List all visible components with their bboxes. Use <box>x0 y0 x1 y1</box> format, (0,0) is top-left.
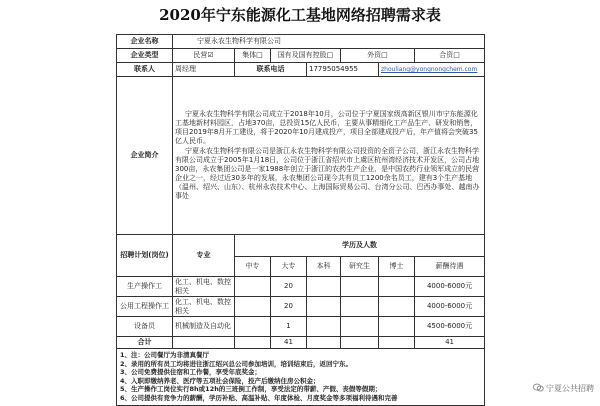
major-label: 专业 <box>173 235 235 277</box>
recruitment-table <box>116 34 484 402</box>
edu-col-dazhuan: 大专 <box>271 257 307 277</box>
position-graduate <box>341 277 379 297</box>
notes-cell <box>117 349 485 406</box>
type-option-state-owned[interactable]: 国有及国有控股□ <box>271 49 341 63</box>
position-name: 公用工程操作工 <box>117 297 173 317</box>
table-row <box>117 317 485 337</box>
total-graduate <box>341 337 379 349</box>
total-dazhuan: 41 <box>271 337 307 349</box>
position-benke <box>307 277 341 297</box>
edu-col-benke: 本科 <box>307 257 341 277</box>
company-name-label: 企业名称 <box>117 35 173 49</box>
position-salary: 4000-6000元 <box>415 277 485 297</box>
total-major <box>173 337 235 349</box>
position-graduate <box>341 317 379 337</box>
intro-paragraph-2: 宁夏永农生物科学有限公司是浙江永农生物科学有限公司投资的全资子公司，浙江永农生物科学有限公司成立于2005年1月18日，公司位于浙江省绍兴市上虞区杭州湾经济技术开发区，公司占地300亩，永农集团公司是一家1988年创立于浙江的农药生产企业，是中国农药行业领军成立的民营企业之一，经过近30多年的发展，永农集团公司现今共有员工1200余名员工，建有3个生产基地（温州、绍兴、山东）、杭州永农技术中心、上海国际贸易公司、台湾分公司、巴西办事处、越南办事处 <box>175 146 480 200</box>
intro-label: 企业简介 <box>117 77 173 235</box>
total-benke <box>307 337 341 349</box>
position-zhongzhuan <box>235 297 271 317</box>
wechat-icon <box>533 383 544 394</box>
edu-col-zhongzhuan: 中专 <box>235 257 271 277</box>
note-item: 1、注：公司餐厅为非清真餐厅 <box>120 351 210 359</box>
position-name: 生产操作工 <box>117 277 173 297</box>
table-row <box>117 297 485 317</box>
contact-label: 联系人 <box>117 63 173 77</box>
note-item: 6、公司提供有竞争力的薪酬，学历补贴、高温补贴、年度体检、月度奖金等多项福利待遇和完善 <box>120 393 398 402</box>
company-type-label: 企业类型 <box>117 49 173 63</box>
phone-label: 联系电话 <box>235 63 307 77</box>
position-graduate <box>341 297 379 317</box>
position-doctor <box>379 277 415 297</box>
note-item: 3、公司免费提供住宿和工作餐，享受年底奖金； <box>120 368 262 377</box>
note-item: 4、入职即缴纳养老、医疗等五项社会保险，投产后缴纳住房公积金； <box>120 376 320 385</box>
position-major: 机械制造及自动化 <box>173 317 235 337</box>
position-doctor <box>379 297 415 317</box>
total-label: 合计 <box>117 337 173 349</box>
table-row <box>117 277 485 297</box>
phone-value: 17795054955 <box>307 63 379 77</box>
edu-col-doctor: 博士 <box>379 257 415 277</box>
note-item: 5、生产操作工岗位实行8h或12h的三班倒工作制，享受法定的带薪、产假、丧假等假期； <box>120 385 382 394</box>
position-major: 化工、机电、数控相关 <box>173 277 235 297</box>
type-option-joint[interactable]: 合资□ <box>415 49 485 63</box>
intro-paragraph-1: 宁夏永农生物科学有限公司成立于2018年10月，公司位于宁夏国家级高新区银川市宁东能源化工基地新材料园区，占地370亩，总投资15亿人民币，主要从事精细化工产品生产、研发和销售，项目2019年8月开工建设，将于2020年10月建成投产，项目全部建成投产后，年产值将会突破35亿人民币。 <box>175 109 478 145</box>
edu-col-graduate: 研究生 <box>341 257 379 277</box>
position-dazhuan: 20 <box>271 277 307 297</box>
position-zhongzhuan <box>235 317 271 337</box>
position-dazhuan: 20 <box>271 297 307 317</box>
intro-text <box>173 77 485 235</box>
note-item: 2、录用的所有员工均将进往浙江绍兴总公司参加培训，培训结束后，返回宁东。 <box>120 359 353 368</box>
type-option-private[interactable]: 民营☑ <box>173 49 235 63</box>
contact-value: 周经理 <box>173 63 235 77</box>
total-zhongzhuan <box>235 337 271 349</box>
position-salary: 4000-6000元 <box>415 297 485 317</box>
edu-label: 学历及人数 <box>235 235 485 257</box>
company-name-value: 宁夏永农生物科学有限公司 <box>173 35 485 49</box>
page-title: 2020年宁东能源化工基地网络招聘需求表 <box>159 6 441 24</box>
total-row <box>117 337 485 349</box>
notes-row <box>117 349 485 406</box>
position-salary: 4500-6000元 <box>415 317 485 337</box>
contact-row <box>117 63 485 77</box>
salary-label: 薪酬待遇 <box>415 257 485 277</box>
type-option-foreign[interactable]: 外资□ <box>341 49 415 63</box>
position-benke <box>307 317 341 337</box>
position-dazhuan: 1 <box>271 317 307 337</box>
email-cell <box>379 63 485 77</box>
position-name: 设备员 <box>117 317 173 337</box>
watermark <box>533 383 594 394</box>
total-doctor <box>379 337 415 349</box>
position-benke <box>307 297 341 317</box>
intro-row <box>117 77 485 235</box>
company-name-row <box>117 35 485 49</box>
watermark-text: 宁夏公共招聘 <box>546 384 594 393</box>
plan-label: 招聘计划(岗位) <box>117 235 173 277</box>
position-major: 化工、机电、数控相关 <box>173 297 235 317</box>
table-header-row <box>117 235 485 257</box>
type-option-collective[interactable]: 集体□ <box>235 49 271 63</box>
position-doctor <box>379 317 415 337</box>
total-salary: 41 <box>415 337 485 349</box>
position-zhongzhuan <box>235 277 271 297</box>
company-type-row <box>117 49 485 63</box>
email-link[interactable]: zhouliang@yongnongchem.com <box>381 66 478 73</box>
